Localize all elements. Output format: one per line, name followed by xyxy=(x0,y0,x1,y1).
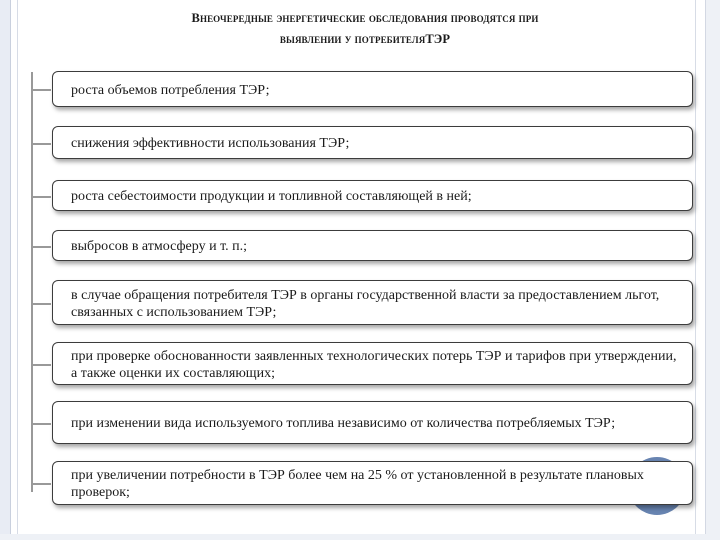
list-item xyxy=(52,342,693,385)
list-item-text: выбросов в атмосферу и т. п.; xyxy=(71,239,248,254)
slide-frame-right xyxy=(705,0,720,540)
list-item-text: снижения эффективности использования ТЭР; xyxy=(71,136,350,151)
list-item xyxy=(52,461,693,505)
slide-frame-bottom xyxy=(0,534,720,540)
list-item-text: роста объемов потребления ТЭР; xyxy=(71,82,270,98)
list-item-text: роста себестоимости продукции и топливной составляющей в ней; xyxy=(71,189,472,204)
connector-tick xyxy=(31,364,51,366)
slide-frame-left xyxy=(0,0,11,540)
list-item-text: при проверке обоснованности заявленных технологических потерь ТЭР и тарифов при утверждении, а также оценки их составляющих; xyxy=(71,348,677,381)
list-item-text: в случае обращения потребителя ТЭР в органы государственной власти за предоставлением льгот, связанных с использованием ТЭР; xyxy=(71,287,660,320)
list-connector-line xyxy=(31,72,47,492)
connector-tick xyxy=(31,303,51,305)
slide-title-line-1: Внеочередные энергетические обследования проводятся при xyxy=(191,11,539,25)
list-item xyxy=(52,401,693,444)
list-item xyxy=(52,230,693,261)
connector-tick xyxy=(31,89,51,91)
list-item xyxy=(52,126,693,159)
list-item xyxy=(52,180,693,211)
connector-tick xyxy=(31,143,51,145)
list-item-text: при изменении вида используемого топлива независимо от количества потребляемых ТЭР; xyxy=(71,416,616,431)
connector-tick xyxy=(31,196,51,198)
list-item xyxy=(52,280,693,325)
list-item-text: при увеличении потребности в ТЭР более чем на 25 % от установленной в результате плановых проверок; xyxy=(71,468,644,500)
connector-tick xyxy=(31,246,51,248)
connector-tick xyxy=(31,483,51,485)
slide-title xyxy=(60,8,670,50)
list-item xyxy=(52,71,693,107)
slide-frame-line-left xyxy=(17,0,18,540)
slide-title-line-2: выявлении у потребителяТЭР xyxy=(279,32,451,46)
slide-frame-line-right xyxy=(695,0,696,540)
connector-tick xyxy=(31,423,51,425)
